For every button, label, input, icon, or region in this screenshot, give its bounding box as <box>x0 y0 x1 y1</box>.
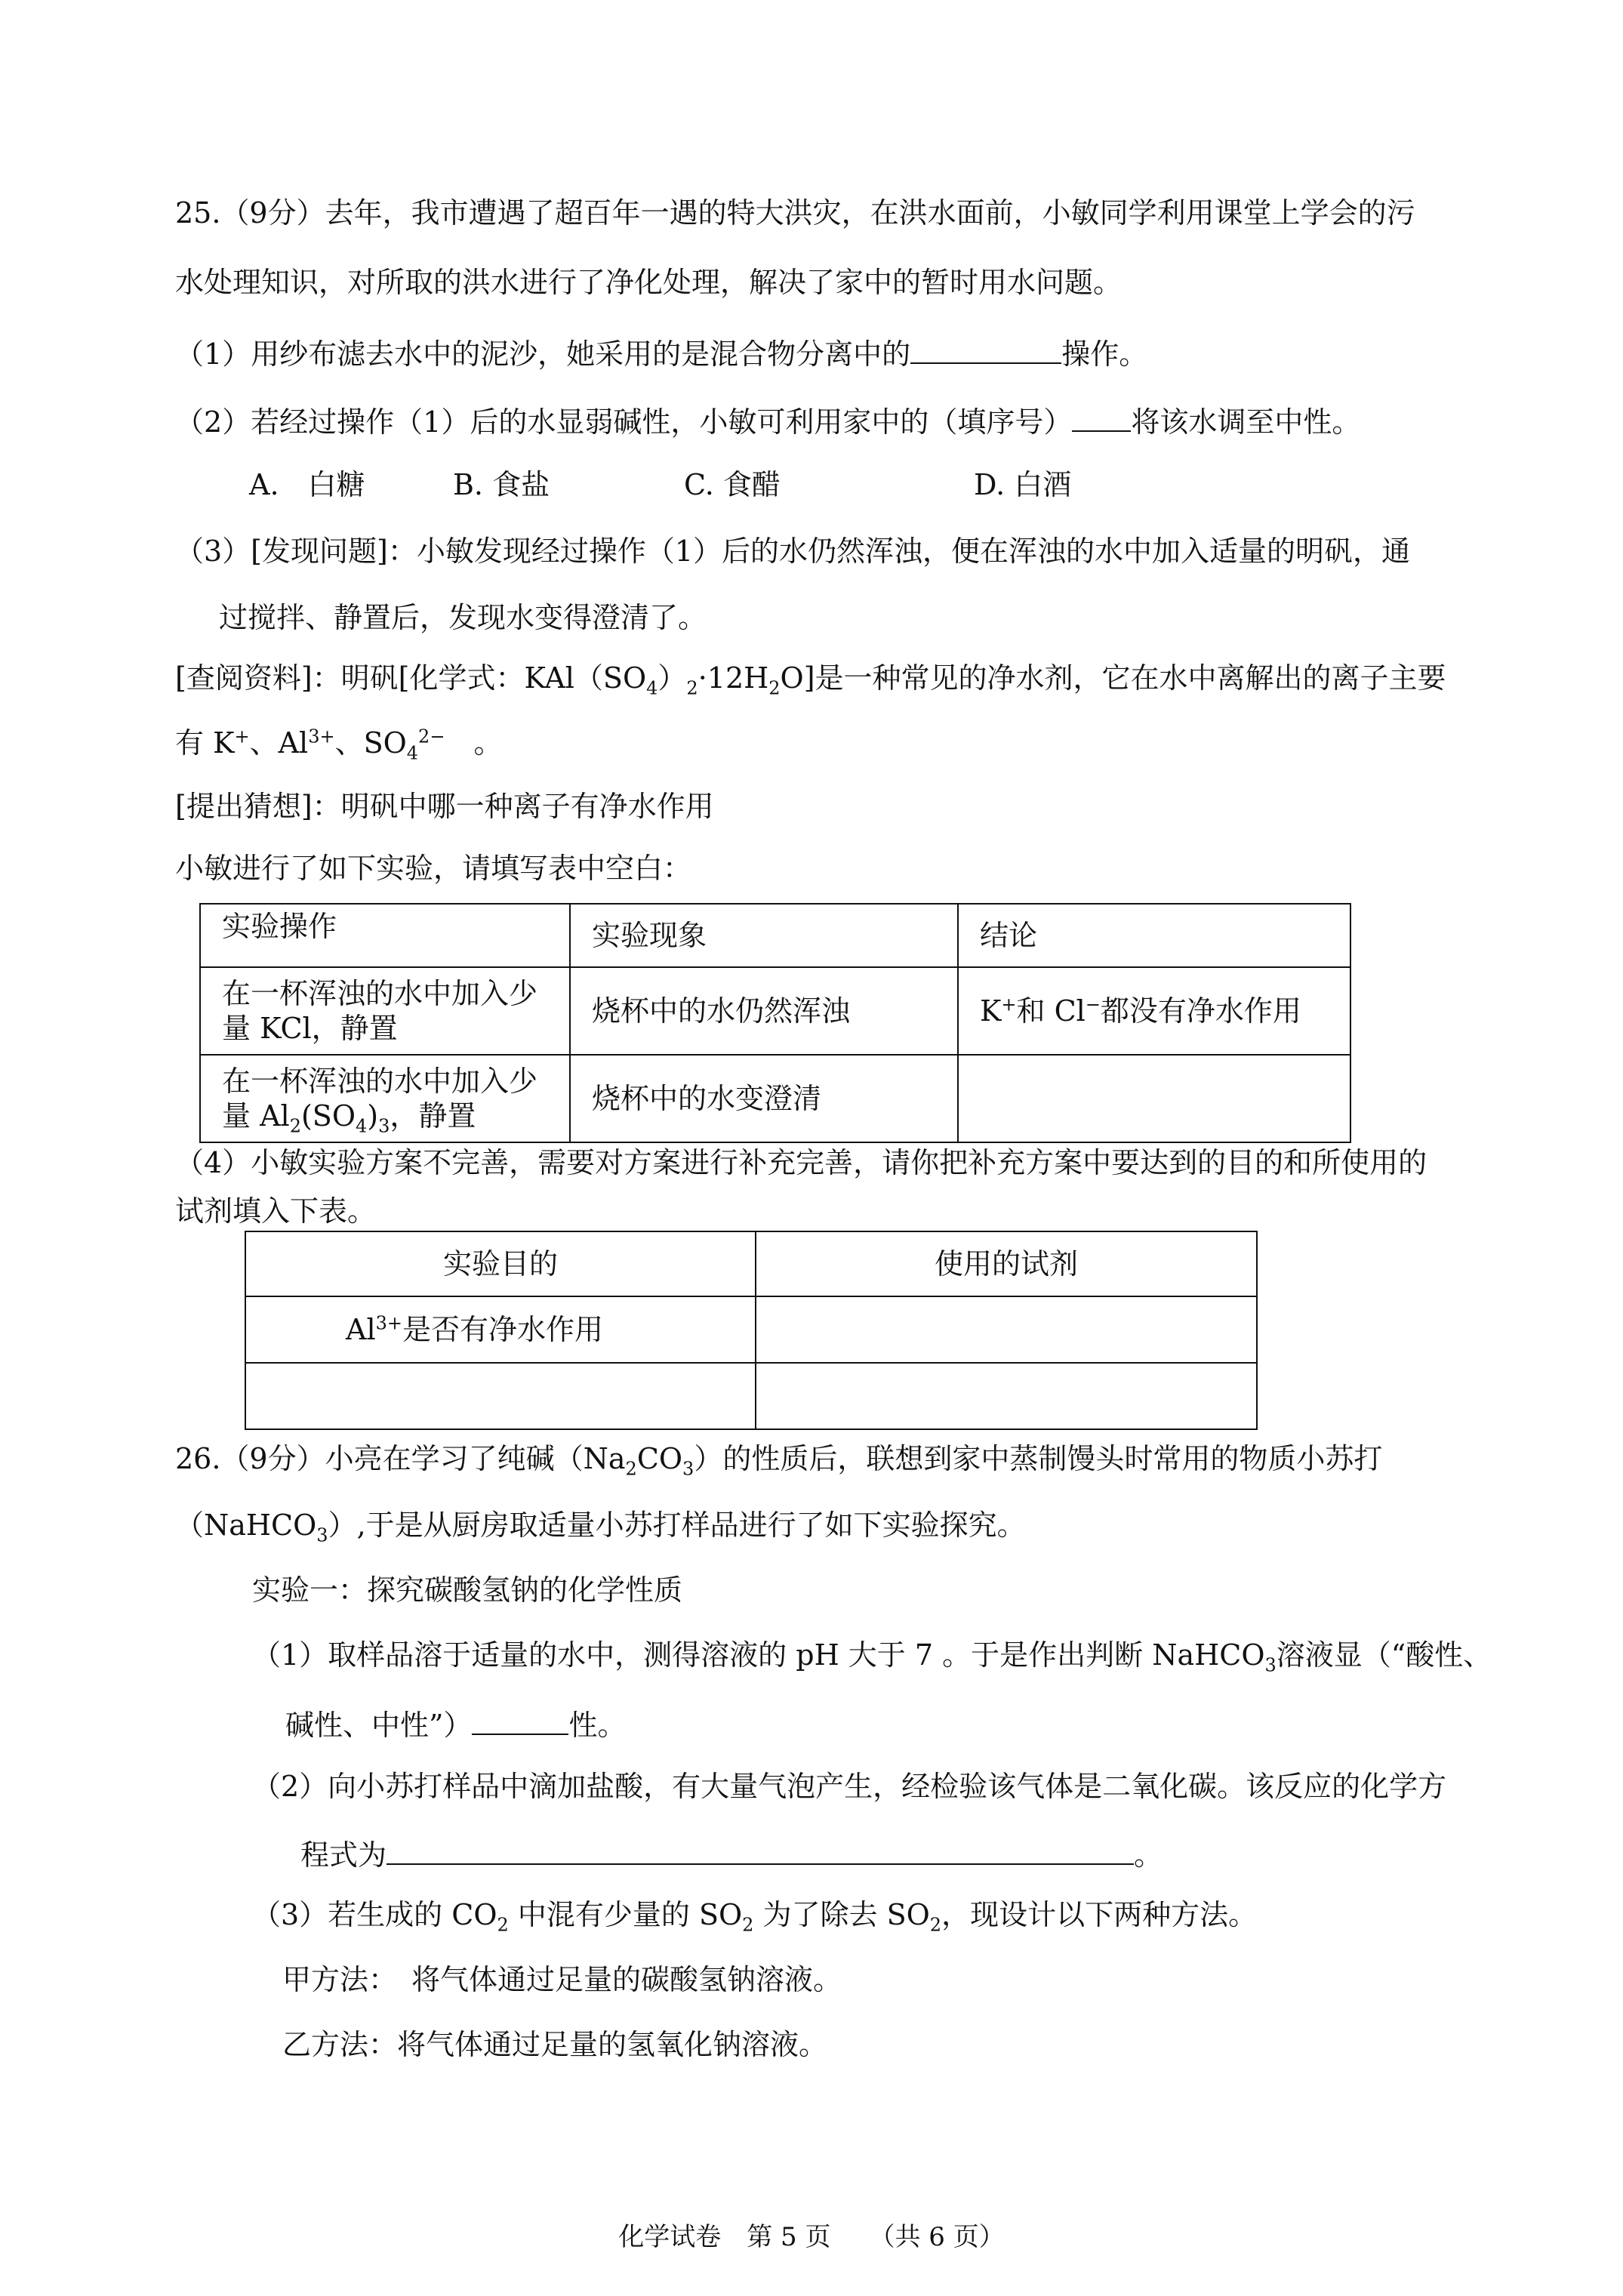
ions-text-2: 、Al <box>249 726 309 760</box>
q26-e1-l2-b: 性。 <box>568 1709 627 1742</box>
row1-op-line1: 在一杯浑浊的水中加入少 <box>222 977 538 1010</box>
ref-text-2: ） <box>658 661 687 695</box>
purpose-sup: 3+ <box>375 1312 402 1334</box>
concl-text: 都没有净水作用 <box>1100 994 1301 1028</box>
q25-ions <box>175 725 503 764</box>
q26-e3-a: （3）若生成的 CO <box>252 1898 497 1931</box>
row2-op-line1: 在一杯浑浊的水中加入少 <box>222 1065 538 1098</box>
q26-e1-blank[interactable] <box>472 1703 568 1735</box>
q26-l2-sub: 3 <box>316 1524 328 1546</box>
q26-l1-sub2: 3 <box>682 1458 694 1480</box>
q26-e3-sub2: 2 <box>742 1914 754 1936</box>
ref-sub-2b: 2 <box>768 677 781 699</box>
header-phenomenon: 实验现象 <box>570 904 958 967</box>
q26-e2-line2 <box>300 1833 1163 1873</box>
q25-hypothesis: [提出猜想]：明矾中哪一种离子有净水作用 <box>175 790 714 823</box>
ions-sub: 4 <box>406 742 419 764</box>
q26-e2-blank[interactable] <box>387 1833 1134 1865</box>
supplement-table-header <box>245 1231 1257 1296</box>
q25-part2-text: （2）若经过操作（1）后的水显弱碱性，小敏可利用家中的（填序号） <box>175 405 1073 439</box>
q26-line1 <box>175 1441 1383 1480</box>
header-reagent: 使用的试剂 <box>756 1231 1257 1296</box>
q26-e3-c: 为了除去 SO <box>753 1898 930 1931</box>
q26-e3-b: 中混有少量的 SO <box>508 1898 743 1931</box>
q26-l1-c: ）的性质后，联想到家中蒸制馒头时常用的物质小苏打 <box>694 1442 1383 1475</box>
q25-part2-post: 将该水调至中性。 <box>1131 405 1361 439</box>
q26-l2-b: ）,于是从厨房取适量小苏打样品进行了如下实验探究。 <box>328 1509 1026 1542</box>
q25-line1: 25.（9分）去年，我市遭遇了超百年一遇的特大洪灾，在洪水面前，小敏同学利用课堂上学会的污 <box>175 196 1415 230</box>
table-row <box>245 1363 1257 1429</box>
q26-e3-sub1: 2 <box>497 1914 509 1936</box>
q25-part3-line1: （3）[发现问题]：小敏发现经过操作（1）后的水仍然浑浊，便在浑浊的水中加入适量的明矾，通 <box>175 535 1411 568</box>
purpose-al: Al <box>346 1313 376 1346</box>
row1-op-line2: 量 KCl，静置 <box>222 1012 398 1045</box>
q25-part1-text: （1）用纱布滤去水中的泥沙，她采用的是混合物分离中的 <box>175 337 911 371</box>
ions-sup-3: 2− <box>418 726 445 747</box>
row2-op-b: (SO <box>300 1099 356 1133</box>
row2-phenomenon: 烧杯中的水变澄清 <box>570 1055 958 1142</box>
q26-method-b: 乙方法：将气体通过足量的氢氧化钠溶液。 <box>282 2028 828 2061</box>
ref-text-1: [查阅资料]：明矾[化学式：KAl（SO <box>175 661 647 695</box>
experiment-table-header <box>200 904 1350 967</box>
q25-line2: 水处理知识，对所取的洪水进行了净化处理，解决了家中的暂时用水问题。 <box>175 266 1123 299</box>
ref-sub-4: 4 <box>646 677 658 699</box>
supplement-row2-purpose[interactable] <box>245 1363 756 1429</box>
ions-sup-2: 3+ <box>308 726 335 747</box>
q26-l1-a: 26.（9分）小亮在学习了纯碱（Na <box>175 1442 626 1475</box>
q26-line2 <box>175 1507 1026 1546</box>
table-row <box>200 1055 1350 1142</box>
q25-option-a: A. 白糖 <box>249 468 365 501</box>
row2-operation <box>200 1055 570 1142</box>
supplement-table <box>245 1231 1258 1430</box>
table-row <box>245 1296 1257 1363</box>
concl-sup-2: − <box>1085 994 1101 1015</box>
q26-e3-sub3: 2 <box>929 1914 942 1936</box>
q25-part1-post: 操作。 <box>1061 337 1148 371</box>
q25-part1-blank[interactable] <box>910 332 1061 364</box>
q26-l1-b: CO <box>636 1442 683 1475</box>
row1-conclusion <box>958 967 1350 1055</box>
q25-reference <box>175 660 1446 699</box>
supplement-row2-reagent[interactable] <box>756 1363 1257 1429</box>
q26-e2-line1: （2）向小苏打样品中滴加盐酸，有大量气泡产生，经检验该气体是二氧化碳。该反应的化学方 <box>252 1770 1447 1803</box>
q26-e3-d: ，现设计以下两种方法。 <box>941 1898 1258 1931</box>
ref-text-4: O]是一种常见的净水剂，它在水中离解出的离子主要 <box>780 661 1446 695</box>
ions-text-1: 有 K <box>175 726 235 760</box>
concl-cl: 和 Cl <box>1016 994 1086 1028</box>
row2-conclusion[interactable] <box>958 1055 1350 1142</box>
row2-sub-2: 4 <box>355 1115 368 1137</box>
q25-option-d: D. 白酒 <box>974 468 1072 501</box>
concl-k: K <box>980 994 1002 1028</box>
concl-sup-1: + <box>1001 994 1017 1015</box>
ions-text-4: 。 <box>445 726 503 760</box>
q25-part4-line1: （4）小敏实验方案不完善，需要对方案进行补充完善，请你把补充方案中要达到的目的和所使用的 <box>175 1146 1427 1179</box>
header-operation: 实验操作 <box>200 904 570 967</box>
q26-method-a: 甲方法： 将气体通过足量的碳酸氢钠溶液。 <box>282 1963 842 1996</box>
row2-op-c: ) <box>367 1099 379 1133</box>
row2-op-d: ，静置 <box>390 1099 476 1133</box>
row1-operation <box>200 967 570 1055</box>
experiment-table <box>199 903 1351 1143</box>
row2-op-line2 <box>222 1099 548 1137</box>
q25-part2 <box>175 400 1360 440</box>
q26-e2-l2-b: 。 <box>1134 1838 1163 1872</box>
ions-sup-1: + <box>234 726 250 747</box>
q25-part4-line2: 试剂填入下表。 <box>175 1194 377 1228</box>
header-conclusion: 结论 <box>958 904 1350 967</box>
row2-sub-1: 2 <box>289 1115 301 1137</box>
q26-experiment1-title: 实验一：探究碳酸氢钠的化学性质 <box>252 1573 683 1607</box>
header-purpose: 实验目的 <box>245 1231 756 1296</box>
row2-sub-3: 3 <box>378 1115 390 1137</box>
page-footer: 化学试卷 第 5 页 （共 6 页） <box>618 2222 1005 2252</box>
q26-l2-a: （NaHCO <box>175 1509 317 1542</box>
q26-l1-sub1: 2 <box>625 1458 637 1480</box>
q25-table-intro: 小敏进行了如下实验，请填写表中空白： <box>175 852 692 885</box>
q25-part3-line2: 过搅拌、静置后，发现水变得澄清了。 <box>219 601 707 634</box>
q26-e1-b: 溶液显（“酸性、 <box>1276 1638 1492 1672</box>
q26-e2-l2-a: 程式为 <box>300 1838 387 1872</box>
supplement-row1-purpose <box>245 1296 756 1363</box>
q25-option-b: B. 食盐 <box>453 468 550 501</box>
purpose-text: 是否有净水作用 <box>402 1313 604 1346</box>
table-row <box>200 967 1350 1055</box>
ions-text-3: 、SO <box>334 726 407 760</box>
q26-e3-line1 <box>252 1897 1258 1936</box>
q25-part2-blank[interactable] <box>1072 400 1131 432</box>
supplement-row1-reagent[interactable] <box>756 1296 1257 1363</box>
q26-e1-sub: 3 <box>1264 1654 1277 1676</box>
q26-e1-a: （1）取样品溶于适量的水中，测得溶液的 pH 大于 7 。于是作出判断 NaHCO <box>252 1638 1265 1672</box>
q26-e1-line1 <box>252 1637 1492 1676</box>
q25-option-c: C. 食醋 <box>684 468 781 501</box>
q25-part1 <box>175 332 1147 372</box>
q26-e1-line2 <box>285 1703 626 1743</box>
row2-op-a: 量 Al <box>222 1099 290 1133</box>
ref-sub-2: 2 <box>686 677 698 699</box>
ref-text-3: ·12H <box>698 661 769 695</box>
q26-e1-l2-a: 碱性、中性”） <box>285 1709 473 1742</box>
row1-phenomenon: 烧杯中的水仍然浑浊 <box>570 967 958 1055</box>
